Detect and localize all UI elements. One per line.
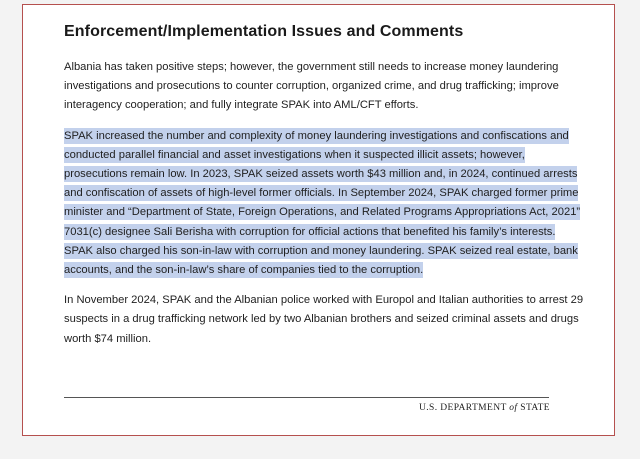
section-heading: Enforcement/Implementation Issues and Comments	[64, 23, 464, 40]
paragraph-highlighted[interactable]	[64, 127, 584, 281]
paragraph-intro-text: Albania has taken positive steps; however, the government still needs to increase money laundering investigations and prosecutions to counter corruption, organized crime, and drug trafficking; improve interagency cooperation; and fully integrate SPAK into AML/CFT efforts.	[64, 61, 559, 112]
footer-divider	[64, 397, 549, 398]
footer-text-of: of	[509, 403, 518, 413]
highlighted-text-selection[interactable]: SPAK increased the number and complexity of money laundering investigations and confiscations and conducted parallel financial and asset investigations when it suspected illicit assets; however, prosecutions remain low. In 2023, SPAK seized assets worth $43 million and, in 2024, continued arrests and confiscation of assets of high-level former officials. In September 2024, SPAK charged former prime minister and “Department of State, Foreign Operations, and Related Programs Appropriations Act, 2021” 7031(c) designee Sali Berisha with corruption for official actions that benefited his family’s interests. SPAK also charged his son-in-law with corruption and money laundering. SPAK seized real estate, bank accounts, and the son-in-law’s share of companies tied to the corruption.	[64, 129, 581, 277]
paragraph-europol-text: In November 2024, SPAK and the Albanian police worked with Europol and Italian authorities to arrest 29 suspects in a drug trafficking network led by two Albanian brothers and seized criminal assets and drugs worth $74 million.	[64, 294, 584, 345]
footer-text-end: STATE	[517, 403, 550, 413]
paragraph-europol	[64, 291, 584, 349]
paragraph-intro	[64, 58, 584, 116]
document-page	[22, 4, 615, 436]
footer-attribution	[419, 403, 550, 413]
document-body	[64, 23, 584, 360]
footer-text-start: U.S. DEPARTMENT	[418, 403, 510, 413]
